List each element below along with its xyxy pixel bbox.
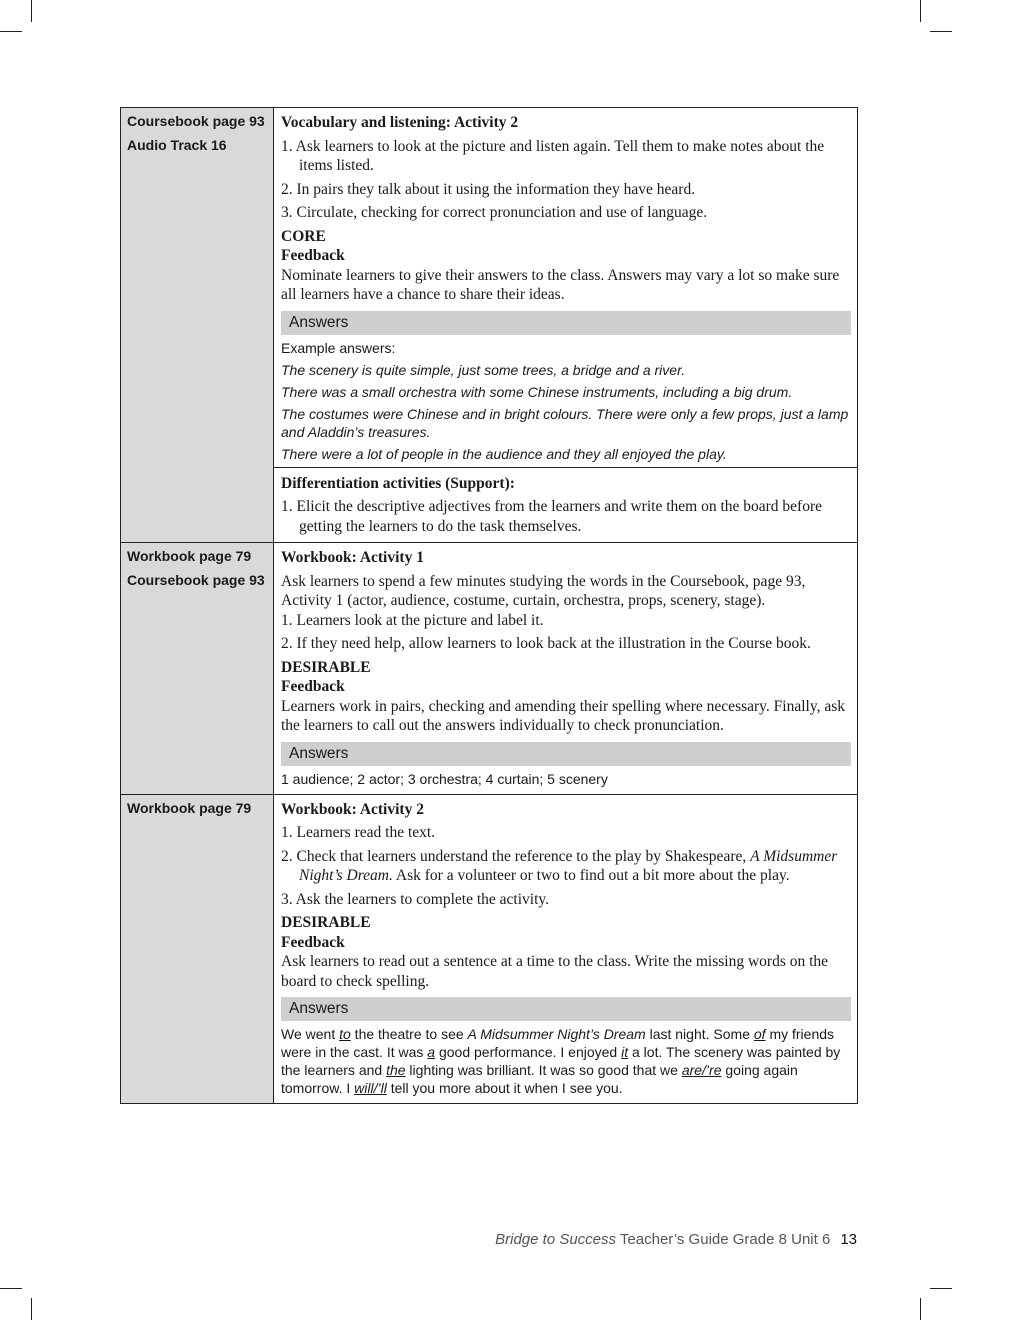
page-footer <box>495 1231 857 1248</box>
footer-text: Teacher’s Guide Grade 8 Unit 6 <box>616 1231 831 1248</box>
crop-mark <box>920 0 921 22</box>
answer-word: will/’ll <box>354 1080 387 1096</box>
differentiation-heading: Differentiation activities (Support): <box>281 474 515 492</box>
reference-label: Workbook page 79 <box>127 799 252 816</box>
answers-line: 1 audience; 2 actor; 3 orchestra; 4 curtain; 5 scenery <box>281 770 608 787</box>
feedback-label: Feedback <box>281 247 345 264</box>
answer-line: The costumes were Chinese and in bright colours. There were only a few props, just a lamp and Aladdin’s treasures. <box>281 405 849 440</box>
answer-word: a <box>427 1044 436 1060</box>
crop-mark <box>0 31 22 32</box>
answer-line: There were a lot of people in the audience and they all enjoyed the play. <box>281 445 727 462</box>
step-text: Ask for a volunteer or two to find out a bit more about the play. <box>392 867 790 884</box>
step-item: 1. Learners look at the picture and label it. <box>281 611 544 629</box>
answer-word: of <box>753 1026 766 1042</box>
crop-mark <box>0 1288 22 1289</box>
activity-cell <box>274 794 858 1104</box>
activity-heading: Workbook: Activity 2 <box>281 800 424 818</box>
activity-heading: Workbook: Activity 1 <box>281 549 424 566</box>
play-title: A Midsummer Night’s Dream. <box>299 847 838 884</box>
reference-cell <box>121 543 274 795</box>
step-item: 3. Ask the learners to complete the activity. <box>281 890 550 908</box>
step-text: 2. Check that learners understand the reference to the play by Shakespeare, <box>281 847 751 865</box>
level-label: CORE <box>281 227 326 245</box>
feedback-text: Nominate learners to give their answers to the class. Answers may vary a lot so make sure all learners have a chance to share their ideas. <box>281 266 840 303</box>
step-item: 1. Ask learners to look at the picture and listen again. Tell them to make notes about the items listed. <box>281 137 825 174</box>
feedback-text: Ask learners to read out a sentence at a time to the class. Write the missing words on the board to check spelling. <box>281 953 829 990</box>
answers-intro: Example answers: <box>281 339 396 356</box>
reference-label: Coursebook page 93 <box>127 571 265 588</box>
crop-mark <box>31 1298 32 1320</box>
table-row <box>121 543 858 795</box>
play-title: A Midsummer Night’s Dream <box>467 1026 646 1042</box>
reference-label: Audio Track 16 <box>127 136 227 153</box>
answer-word: to <box>339 1026 351 1042</box>
divider <box>274 467 857 468</box>
reference-label: Coursebook page 93 <box>127 113 265 129</box>
step-item: 3. Circulate, checking for correct pronunciation and use of language. <box>281 204 708 221</box>
reference-cell <box>121 794 274 1104</box>
table-row <box>121 794 858 1104</box>
crop-mark <box>930 31 952 32</box>
level-label: DESIRABLE <box>281 914 371 931</box>
answer-line: The scenery is quite simple, just some trees, a bridge and a river. <box>281 361 686 378</box>
step-item: 2. In pairs they talk about it using the information they have heard. <box>281 180 696 198</box>
feedback-text: Learners work in pairs, checking and amending their spelling where necessary. Finally, ask the learners to call out the answers individually to check pronunciation. <box>281 697 845 734</box>
answer-word: are/’re <box>681 1062 722 1078</box>
step-item: 2. If they need help, allow learners to look back at the illustration in the Course book. <box>281 635 811 652</box>
answer-word: it <box>621 1044 629 1060</box>
answers-block <box>281 339 851 463</box>
crop-mark <box>920 1298 921 1320</box>
level-label: DESIRABLE <box>281 658 371 676</box>
activity-cell <box>274 108 858 543</box>
lesson-plan-table <box>120 107 858 1104</box>
reference-cell <box>121 108 274 543</box>
activity-cell <box>274 543 858 795</box>
answer-line: There was a small orchestra with some Chinese instruments, including a big drum. <box>281 383 793 400</box>
table-row <box>121 108 858 543</box>
book-title: Bridge to Success <box>495 1231 617 1248</box>
intro-text: Ask learners to spend a few minutes studying the words in the Coursebook, page 93, Activity 1 (actor, audience, costume, curtain, orchestra, props, scenery, stage). <box>281 572 806 609</box>
crop-mark <box>930 1288 952 1289</box>
activity-heading: Vocabulary and listening: Activity 2 <box>281 114 519 131</box>
step-item <box>281 847 851 886</box>
step-item: 1. Elicit the descriptive adjectives from the learners and write them on the board before getting the learners to do the task themselves. <box>281 498 823 535</box>
answers-bar: Answers <box>281 997 851 1021</box>
page-number: 13 <box>840 1231 857 1248</box>
crop-mark <box>31 0 32 22</box>
answer-word: the <box>386 1062 406 1078</box>
feedback-label: Feedback <box>281 678 345 695</box>
answers-bar: Answers <box>281 742 851 766</box>
feedback-label: Feedback <box>281 933 345 951</box>
cloze-answer-text: We went to the theatre to see A Midsummer Night’s Dream last night. Some of my friends were in the cast. It was a good performance. I enjoyed it a lot. The scenery was painted by the learners and the lighting was brilliant. It was so good that we are/’re going again tomorrow. I will/’ll tell you more about it when I see you. <box>281 1026 841 1096</box>
answers-bar: Answers <box>281 311 851 335</box>
step-item: 1. Learners read the text. <box>281 824 436 841</box>
reference-label: Workbook page 79 <box>127 548 252 564</box>
